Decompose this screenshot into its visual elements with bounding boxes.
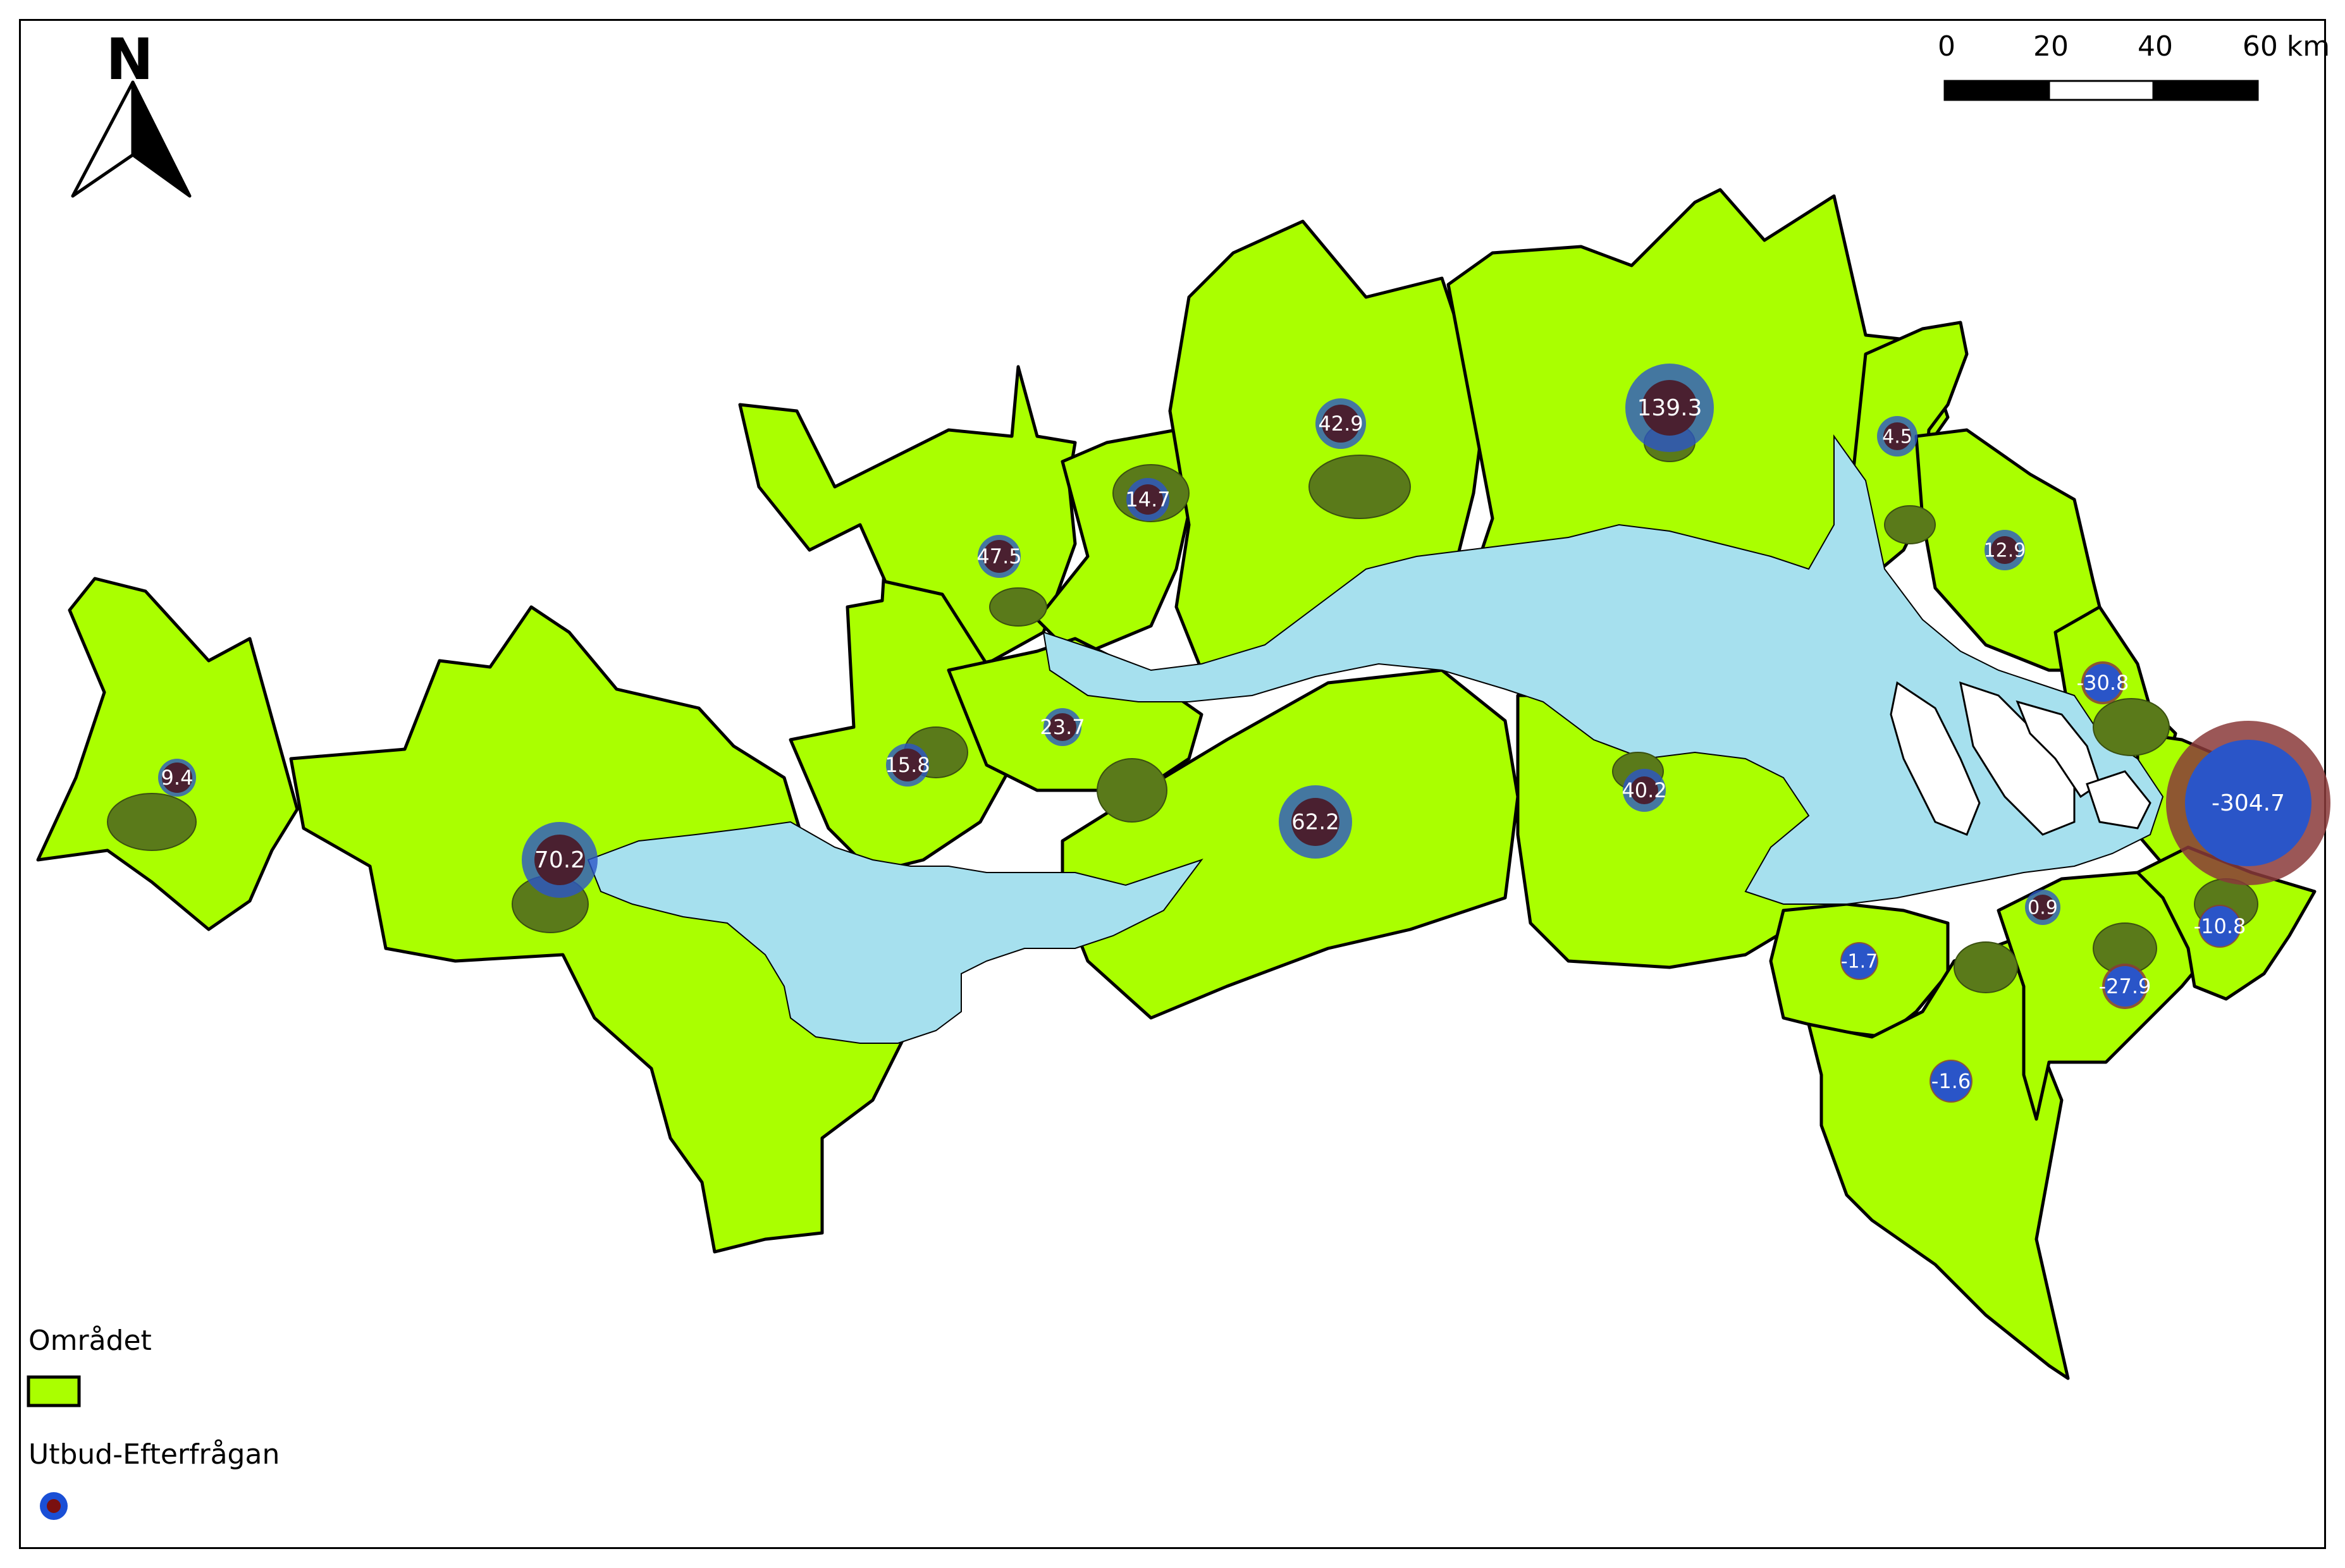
bubble-7 [1279, 785, 1352, 859]
bubble-value-label: 0.9 [2028, 897, 2058, 919]
urban-1 [108, 793, 196, 850]
bubble-18 [1930, 1060, 1973, 1103]
bubble-10 [1877, 416, 1917, 456]
urban-9 [1885, 506, 1935, 544]
legend [28, 1325, 280, 1520]
bubble-6 [1315, 398, 1366, 449]
bubble-14 [2025, 890, 2060, 925]
region-west [38, 579, 297, 929]
bubble-value-label: 62.2 [1291, 809, 1339, 835]
legend-area-swatch [28, 1377, 79, 1406]
bubble-value-label: 47.5 [976, 544, 1022, 568]
urban-4 [990, 588, 1047, 626]
bubble-value-label: 14.7 [1125, 487, 1171, 511]
bubble-value-label: 9.4 [161, 766, 194, 790]
bubble-value-label: -304.7 [2211, 790, 2286, 816]
north-arrow-icon [73, 82, 190, 196]
bubble-13 [2166, 721, 2330, 885]
scalebar-tick-40: 40 [2138, 30, 2173, 63]
scalebar-tick-60: 60 km [2242, 30, 2330, 63]
legend-bubble-title: Utbud-Efterfrågan [28, 1438, 280, 1471]
bubble-8 [1625, 364, 1714, 452]
bubble-value-label: -27.9 [2098, 974, 2151, 998]
urban-7 [1309, 455, 1410, 518]
scalebar-tick-0: 0 [1938, 30, 1955, 63]
bubble-value-label: 15.8 [885, 753, 930, 777]
bubble-0 [158, 759, 196, 797]
bubble-value-label: 42.9 [1318, 412, 1363, 436]
bubble-value-label: -1.7 [1840, 950, 1878, 973]
legend-area-title: Området [28, 1325, 152, 1357]
legend-bubble-inner [47, 1499, 61, 1513]
bubble-value-label: 139.3 [1637, 395, 1702, 421]
urban-12 [2093, 699, 2169, 756]
bubble-value-label: 40.2 [1622, 778, 1667, 802]
north-letter: N [106, 27, 154, 93]
urban-6 [1097, 759, 1167, 822]
bubble-value-label: 4.5 [1882, 426, 1912, 448]
bubble-value-label: 12.9 [1983, 539, 2026, 562]
bubble-1 [522, 822, 598, 898]
bubble-value-label: 70.2 [534, 847, 586, 873]
bubble-value-label: -30.8 [2076, 671, 2129, 695]
bubble-value-label: -10.8 [2193, 914, 2246, 938]
scalebar-tick-20: 20 [2033, 30, 2069, 63]
bubble-value-label: 23.7 [1040, 715, 1085, 739]
urban-11 [1954, 942, 2017, 993]
scalebar [1938, 30, 2330, 100]
bubble-16 [1840, 942, 1878, 980]
bubble-value-label: -1.6 [1931, 1069, 1971, 1093]
north-arrow [73, 27, 190, 196]
